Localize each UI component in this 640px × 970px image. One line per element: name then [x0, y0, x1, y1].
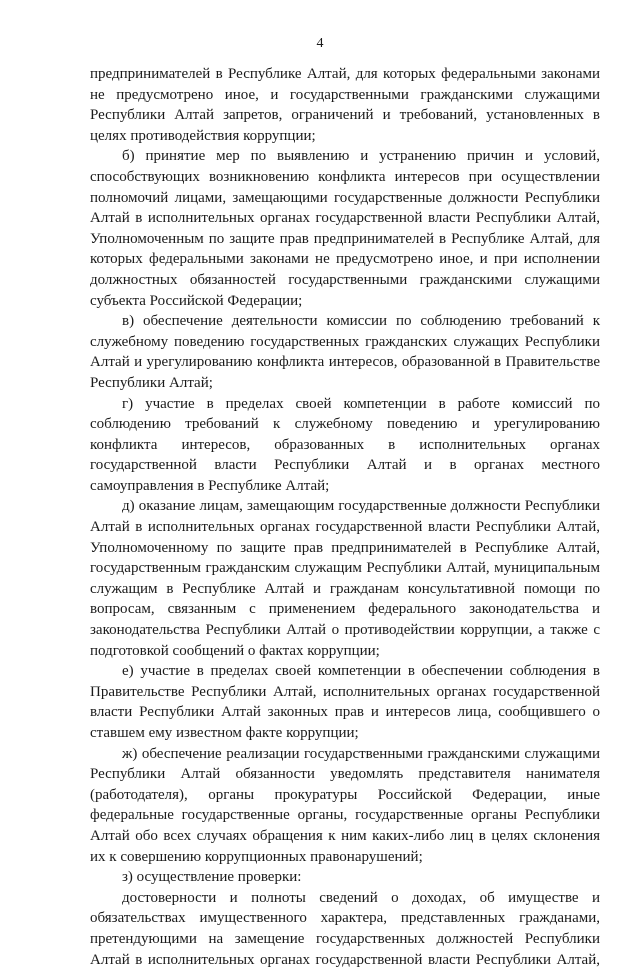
page-number: 4: [316, 36, 324, 51]
paragraph-item-v: в) обеспечение деятельности комиссии по соблюдению требований к служебному поведению государственных гражданских служащих Республики Алтай и урегулированию конфликта интересов, образованной в Правительстве Республики Алтай;: [90, 313, 600, 391]
paragraph-item-z: з) осуществление проверки:: [122, 869, 302, 886]
paragraph-item-d: д) оказание лицам, замещающим государственные должности Республики Алтай в исполнительных органах государственной власти Республики Алтай, Уполномоченному по защите прав предпринимателей в Республике Алтай, государственным гражданским служащим Республики Алтай, муниципальным служащим в Республике Алтай и гражданам консультативной помощи по вопросам, связанным с применением федерального законодательства и законодательства Республики Алтай о противодействии коррупции, а также с подготовкой сообщений о фактах коррупции;: [90, 498, 600, 659]
document-body: [90, 64, 600, 970]
paragraph-item-e: е) участие в пределах своей компетенции в обеспечении соблюдения в Правительстве Республики Алтай, исполнительных органах государственной власти Республики Алтай законных прав и интересов лица, сообщившего о ставшем ему известном факте коррупции;: [90, 663, 600, 741]
paragraph-item-zh: ж) обеспечение реализации государственными гражданскими служащими Республики Алтай обязанности уведомлять представителя нанимателя (работодателя), органы прокуратуры Российской Федерации, иные федеральные государственные органы, государственные органы Республики Алтай обо всех случаях обращения к ним каких-либо лиц в целях склонения их к совершению коррупционных правонарушений;: [90, 745, 600, 865]
paragraph-continuation: предпринимателей в Республике Алтай, для которых федеральными законами не предусмотрено иное, и государственными гражданскими служащими Республики Алтай запретов, ограничений и требований, установленных в целях противодействия коррупции;: [90, 66, 600, 144]
paragraph-item-g: г) участие в пределах своей компетенции в работе комиссий по соблюдению требований к служебному поведению и урегулированию конфликта интересов, образованных в исполнительных органах государственной власти Республики Алтай и в органах местного самоуправления в Республике Алтай;: [90, 395, 600, 494]
paragraph-item-z-sub: достоверности и полноты сведений о доходах, об имуществе и обязательствах имущественного характера, представленных гражданами, претендующими на замещение государственных должностей Республики Алтай в исполнительных органах государственной власти Республики Алтай,: [90, 889, 600, 968]
paragraph-item-b: б) принятие мер по выявлению и устранению причин и условий, способствующих возникновению конфликта интересов при осуществлении полномочий лицами, замещающими государственные должности Республики Алтай в исполнительных органах государственной власти Республики Алтай, Уполномоченным по защите прав предпринимателей в Республике Алтай, для которых федеральными законами не предусмотрено иное, и при исполнении должностных обязанностей государственными гражданскими служащими субъекта Российской Федерации;: [90, 148, 600, 309]
